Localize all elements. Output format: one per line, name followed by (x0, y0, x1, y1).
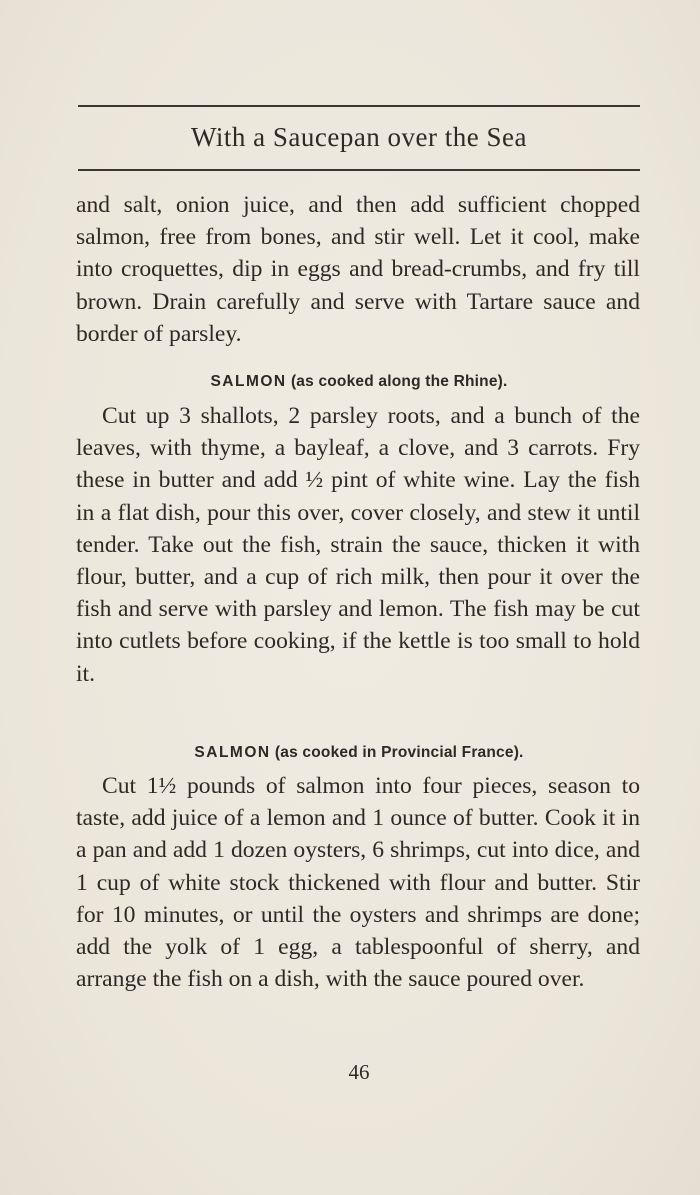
recipe-note: (as cooked in Provincial France). (274, 744, 524, 761)
header-rule-top (78, 105, 640, 107)
recipe-body-rhine (76, 400, 640, 690)
recipe-name: SALMON (194, 744, 271, 761)
recipe-heading-rhine (78, 373, 640, 391)
recipe-name: SALMON (210, 373, 287, 390)
continued-paragraph-text: and salt, onion juice, and then add sufficient chopped salmon, free from bones, and stir well. Let it cool, make into croquettes, dip in eggs and bread-crumbs, and fry till brown. Drain carefully and serve with Tartare sauce and border of parsley. (76, 192, 640, 347)
recipe-body-text: Cut 1½ pounds of salmon into four pieces, season to taste, add juice of a lemon and 1 ounce of butter. Cook it in a pan and add 1 dozen oysters, 6 shrimps, cut into dice, and 1 cup of white stock thickened with flour and butter. Stir for 10 minutes, or until the oysters and shrimps are done; add the yolk of 1 egg, a tablespoonful of sherry, and arrange the fish on a dish, with the sauce poured over. (76, 773, 640, 993)
page-number: 46 (348, 1060, 370, 1084)
recipe-heading-provincial-france (78, 744, 640, 762)
continued-paragraph (76, 189, 640, 350)
running-head: With a Saucepan over the Sea (190, 122, 528, 152)
recipe-note: (as cooked along the Rhine). (290, 373, 508, 390)
recipe-body-text: Cut up 3 shallots, 2 parsley roots, and a bunch of the leaves, with thyme, a bayleaf, a clove, and 3 carrots. Fry these in butter and add ½ pint of white wine. Lay the fish in a flat dish, pour this over, cover closely, and stew it until tender. Take out the fish, strain the sauce, thicken it with flour, butter, and a cup of rich milk, then pour it over the fish and serve with parsley and lemon. The fish may be cut into cutlets before cooking, if the kettle is too small to hold it. (76, 403, 640, 687)
recipe-body-provincial-france (76, 770, 640, 995)
header-rule-bottom (78, 169, 640, 171)
